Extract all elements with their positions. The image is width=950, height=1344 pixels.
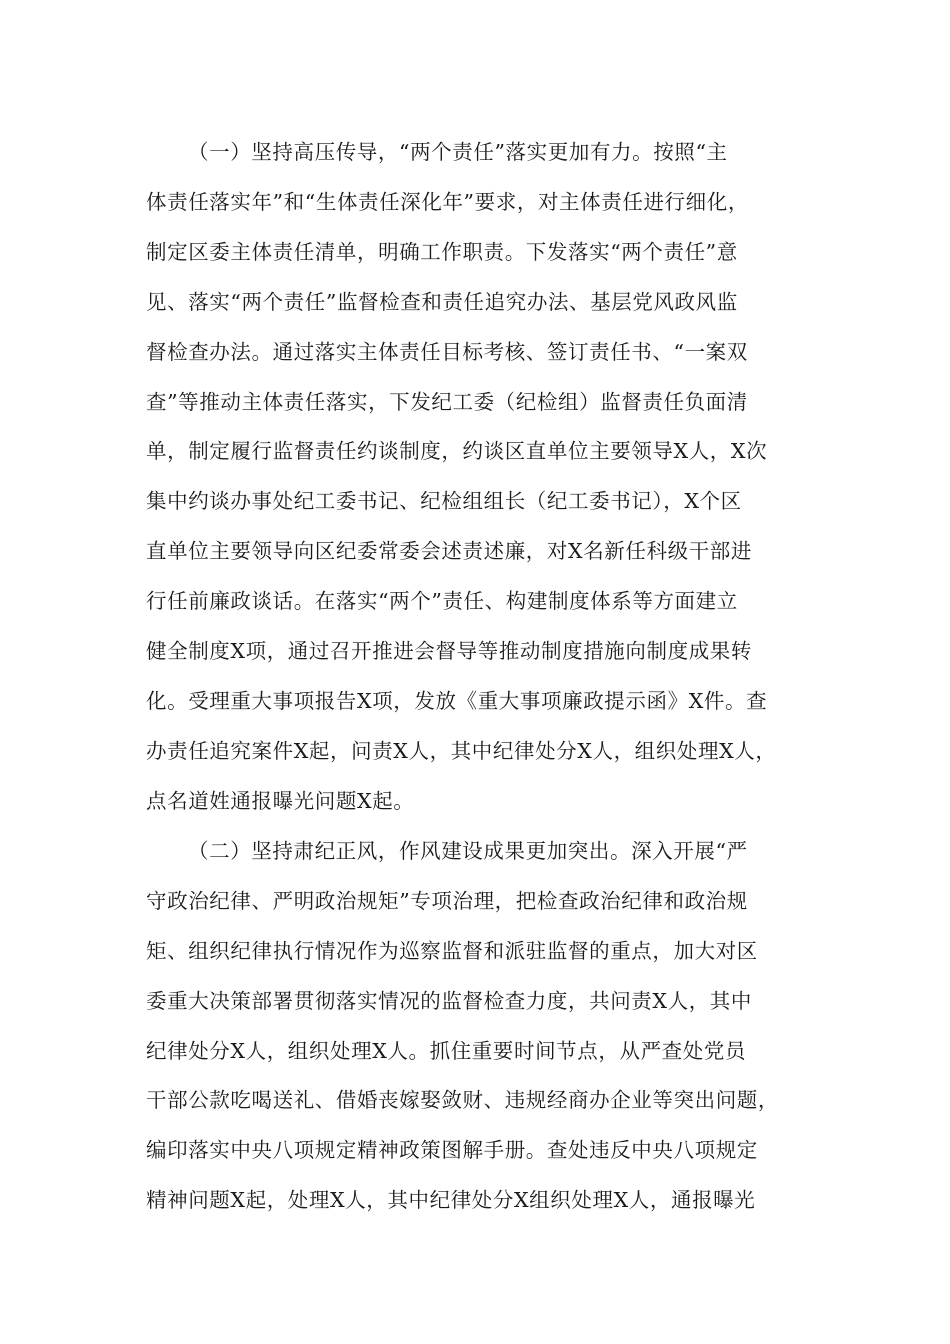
paragraph-2-line-5: 纪律处分X人，组织处理X人。抓住重要时间节点，从严查处党员 xyxy=(146,1039,747,1063)
paragraph-2-line-3: 矩、组织纪律执行情况作为巡察监督和派驻监督的重点，加大对区 xyxy=(146,939,758,963)
paragraph-1-line-3: 制定区委主体责任清单，明确工作职责。下发落实“两个责任”意 xyxy=(146,240,738,264)
paragraph-1-line-6: 查”等推动主体责任落实，下发纪工委（纪检组）监督责任负面清 xyxy=(146,390,748,414)
paragraph-2-line-2: 守政治纪律、严明政治规矩”专项治理，把检查政治纪律和政治规 xyxy=(146,889,748,913)
paragraph-1-line-1: （一）坚持高压传导，“两个责任”落实更加有力。按照“主 xyxy=(188,140,728,164)
paragraph-2-line-1: （二）坚持肃纪正风，作风建设成果更加突出。深入开展“严 xyxy=(188,839,748,863)
paragraph-1-line-13: 办责任追究案件X起，问责X人，其中纪律处分X人，组织处理X人， xyxy=(146,739,777,763)
paragraph-1-line-11: 健全制度X项，通过召开推进会督导等推动制度措施向制度成果转 xyxy=(146,639,752,663)
paragraph-1-line-8: 集中约谈办事处纪工委书记、纪检组组长（纪工委书记），X个区 xyxy=(146,489,742,513)
paragraph-1-line-2: 体责任落实年”和“生体责任深化年”要求，对主体责任进行细化， xyxy=(146,190,749,214)
paragraph-1-line-7: 单，制定履行监督责任约谈制度，约谈区直单位主要领导X人，X次 xyxy=(146,439,768,463)
paragraph-1-line-10: 行任前廉政谈话。在落实“两个”责任、构建制度体系等方面建立 xyxy=(146,589,738,613)
paragraph-1-line-4: 见、落实“两个责任”监督检查和责任追究办法、基层党风政风监 xyxy=(146,290,738,314)
paragraph-1-line-5: 督检查办法。通过落实主体责任目标考核、签订责任书、“一案双 xyxy=(146,340,748,364)
paragraph-2-line-6: 干部公款吃喝送礼、借婚丧嫁娶敛财、违规经商办企业等突出问题， xyxy=(146,1088,779,1112)
paragraph-1-line-9: 直单位主要领导向区纪委常委会述责述廉，对X名新任科级干部进 xyxy=(146,539,752,563)
paragraph-2-line-4: 委重大决策部署贯彻落实情况的监督检查力度，共问责X人，其中 xyxy=(146,989,752,1013)
paragraph-1-line-14: 点名道姓通报曝光问题X起。 xyxy=(146,789,415,813)
paragraph-2-line-7: 编印落实中央八项规定精神政策图解手册。查处违反中央八项规定 xyxy=(146,1138,758,1162)
paragraph-1-line-12: 化。受理重大事项报告X项，发放《重大事项廉政提示函》X件。查 xyxy=(146,689,768,713)
paragraph-2-line-8: 精神问题X起，处理X人，其中纪律处分X组织处理X人，通报曝光 xyxy=(146,1188,756,1212)
